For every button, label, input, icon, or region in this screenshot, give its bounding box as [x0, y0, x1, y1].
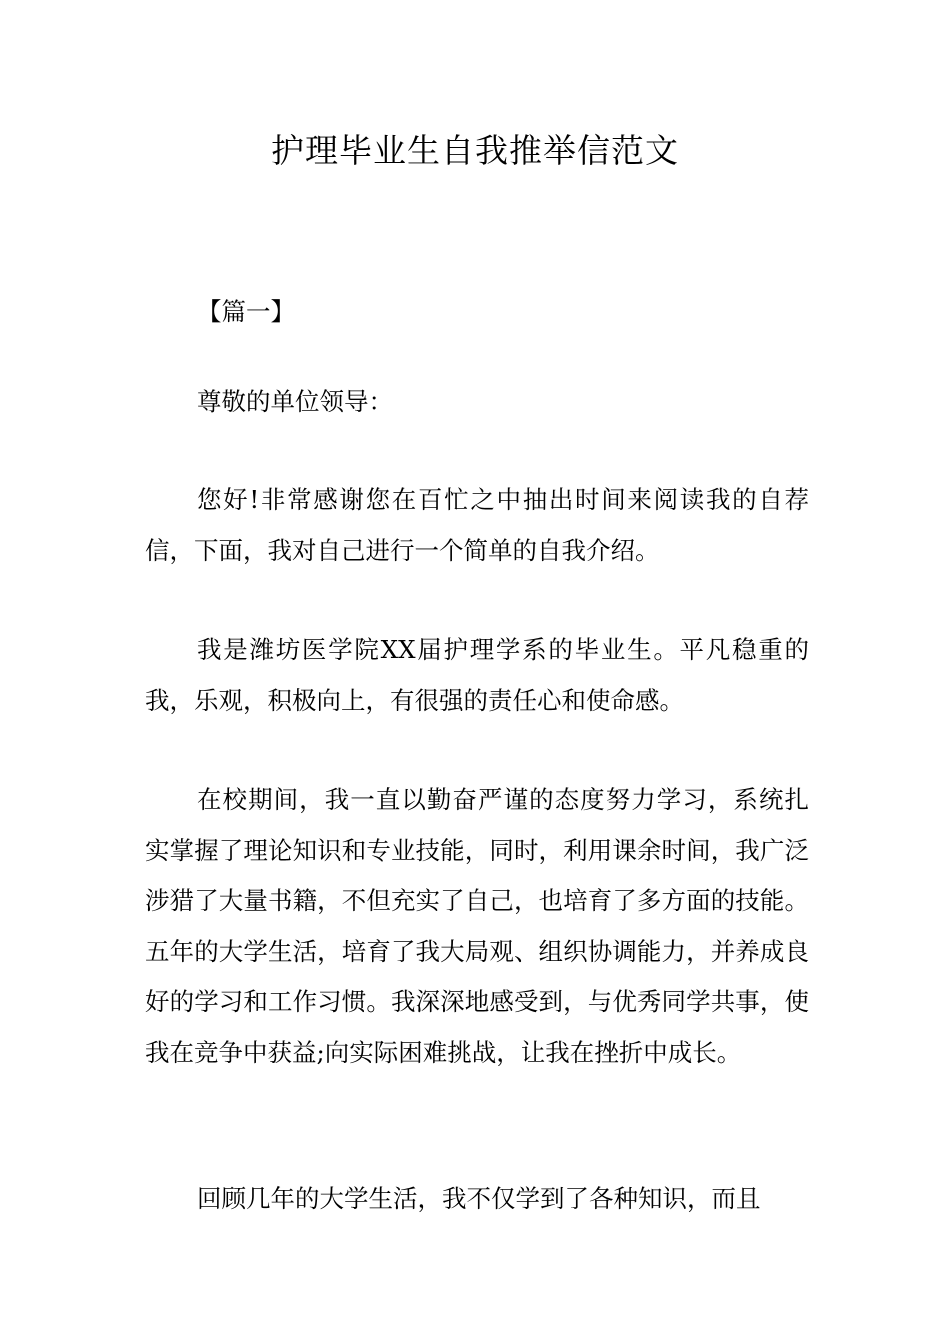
paragraph-1: 您好!非常感谢您在百忙之中抽出时间来阅读我的自荐信，下面，我对自己进行一个简单的自我介绍。	[145, 485, 809, 565]
paragraph-2: 我是潍坊医学院XX届护理学系的毕业生。平凡稳重的我，乐观，积极向上，有很强的责任心和使命感。	[145, 635, 809, 715]
document-title: 护理毕业生自我推举信范文	[271, 131, 679, 170]
section-heading: 【篇一】	[197, 297, 295, 326]
paragraph-4: 回顾几年的大学生活，我不仅学到了各种知识，而且	[197, 1184, 761, 1213]
greeting: 尊敬的单位领导：	[197, 387, 393, 416]
paragraph-3: 在校期间，我一直以勤奋严谨的态度努力学习，系统扎实掌握了理论知识和专业技能，同时，利用课余时间，我广泛涉猎了大量书籍，不但充实了自己，也培育了多方面的技能。五年的大学生活，培育了我大局观、组织协调能力，并养成良好的学习和工作习惯。我深深地感受到，与优秀同学共事，使我在竞争中获益;向实际困难挑战，让我在挫折中成长。	[145, 785, 809, 1067]
